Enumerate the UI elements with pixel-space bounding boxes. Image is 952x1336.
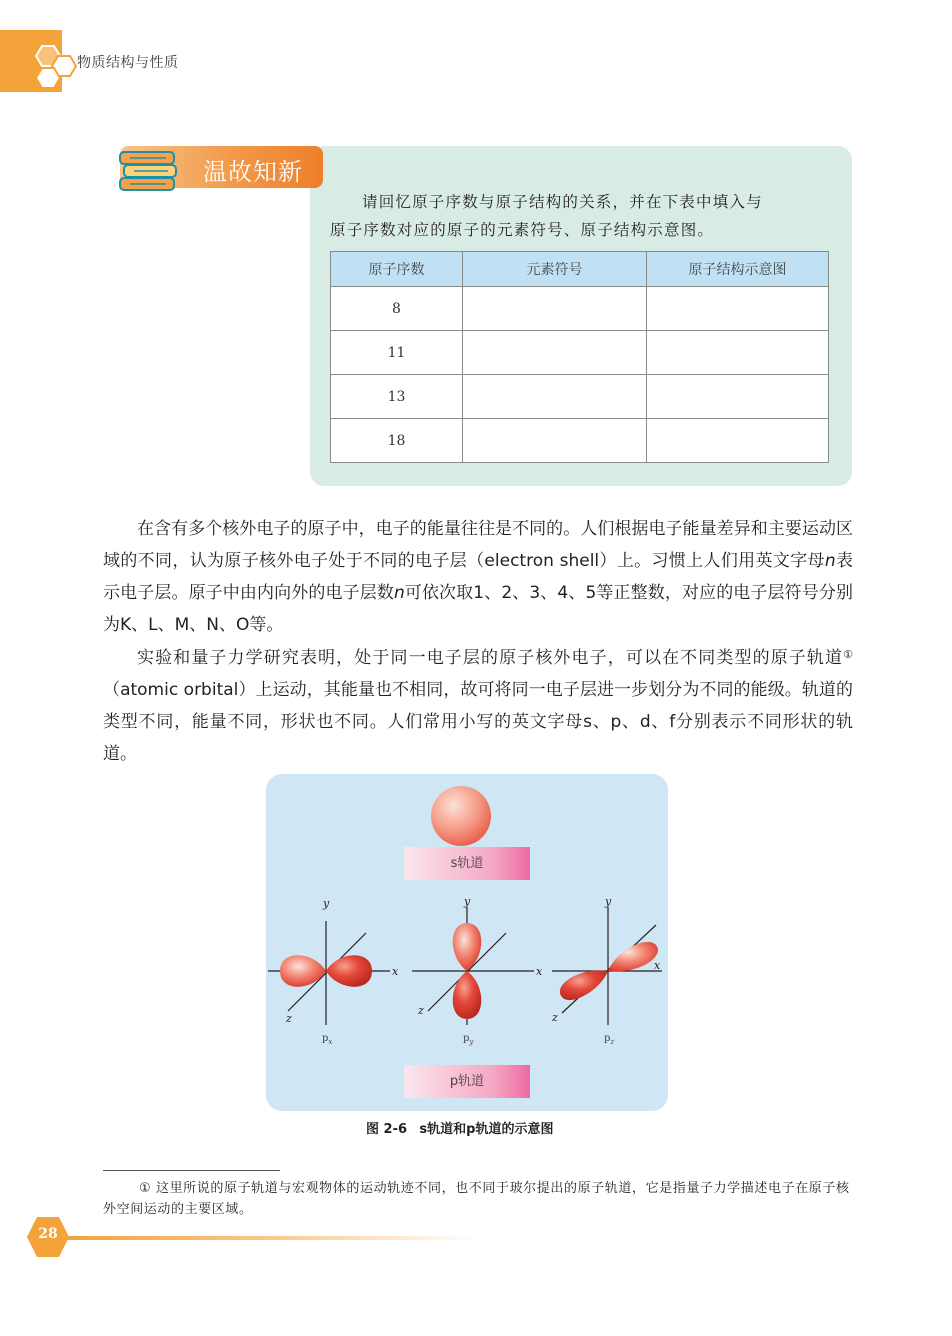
atomic-number-cell: 13 [331,375,463,419]
figure-caption [366,1118,553,1137]
page-number: 28 [38,1226,58,1242]
py-orbital [412,895,543,1046]
structure-diagram-cell[interactable] [647,287,829,331]
p-orbitals-diagram [266,885,668,1060]
table-header-cell: 原子序数 [331,252,463,287]
prompt-line-1: 请回忆原子序数与原子结构的关系，并在下表中填入与 [362,193,763,211]
paragraph-orbitals [103,642,853,770]
atomic-number-cell: 8 [331,287,463,331]
paragraph-text: 表示电子层。原子中由内向外的电子层数 [103,551,853,603]
table-row [331,287,829,331]
footnote-marker[interactable]: ① [843,648,853,661]
atomic-number-cell: 18 [331,419,463,463]
footnote [103,1178,855,1220]
s-orbital-sphere [431,786,491,846]
structure-diagram-cell[interactable] [647,375,829,419]
footnote-divider [103,1170,280,1171]
variable-n: n [393,583,405,603]
p-orbital-label: p轨道 [404,1065,530,1098]
running-title: 物质结构与性质 [77,55,179,71]
paragraph-electron-shells [103,513,853,641]
atomic-number-cell: 11 [331,331,463,375]
axis-y-label: y [605,895,612,908]
paragraph-text: 可依次取1、2、3、4、5等正整数，对应的电子层符号分别为K、L、M、N、O等。 [103,583,853,635]
px-orbital [268,897,399,1046]
hexagon-logo-icon [28,44,84,94]
paragraph-text: （atomic orbital）上运动，其能量也不相同，故可将同一电子层进一步划分为不同的能级。轨道的类型不同，能量不同，形状也不同。人们常用小写的英文字母s、p、d、f分别表示不同形状的轨道。 [103,680,853,764]
table-row [331,331,829,375]
review-table [330,251,829,463]
table-row [331,419,829,463]
figure-caption-text: s轨道和p轨道的示意图 [419,1122,554,1137]
axis-z-label: z [418,1004,424,1017]
table-header-row [331,252,829,287]
axis-z-label: z [286,1012,292,1025]
structure-diagram-cell[interactable] [647,419,829,463]
px-label: $p_x$ [322,1033,333,1046]
body-text [103,513,853,771]
table-header-cell: 原子结构示意图 [647,252,829,287]
axis-y-label: y [323,897,330,910]
figure-number: 图 2-6 [366,1122,408,1137]
table-row [331,375,829,419]
review-prompt [330,188,835,244]
page-number-rule [66,1236,476,1240]
variable-n: n [824,551,836,571]
structure-diagram-cell[interactable] [647,331,829,375]
paragraph-text: 在含有多个核外电子的原子中，电子的能量往往是不同的。人们根据电子能量差异和主要运动区域的不同，认为原子核外电子处于不同的电子层（electron shell）上。习惯上人们用英文字母 [103,519,853,571]
table-header-cell: 元素符号 [463,252,647,287]
axis-x-label: x [392,965,399,978]
element-symbol-cell[interactable] [463,287,647,331]
prompt-line-2: 原子序数对应的原子的元素符号、原子结构示意图。 [330,221,715,239]
paragraph-text: 实验和量子力学研究表明，处于同一电子层的原子核外电子，可以在不同类型的原子轨道 [137,648,844,668]
axis-z-label: z [552,1011,558,1024]
element-symbol-cell[interactable] [463,419,647,463]
pz-label: $p_z$ [604,1033,615,1046]
axis-y-label: y [464,895,471,908]
element-symbol-cell[interactable] [463,331,647,375]
py-label: $p_y$ [463,1033,474,1046]
s-orbital-label: s轨道 [404,847,530,880]
axis-x-label: x [536,965,543,978]
books-icon [116,140,182,194]
footnote-text: ① 这里所说的原子轨道与宏观物体的运动轨迹不同，也不同于玻尔提出的原子轨道，它是指量子力学描述电子在原子核外空间运动的主要区域。 [103,1181,850,1217]
element-symbol-cell[interactable] [463,375,647,419]
axis-x-label: x [654,959,661,972]
pz-orbital [551,895,662,1046]
review-title: 温故知新 [203,158,303,186]
